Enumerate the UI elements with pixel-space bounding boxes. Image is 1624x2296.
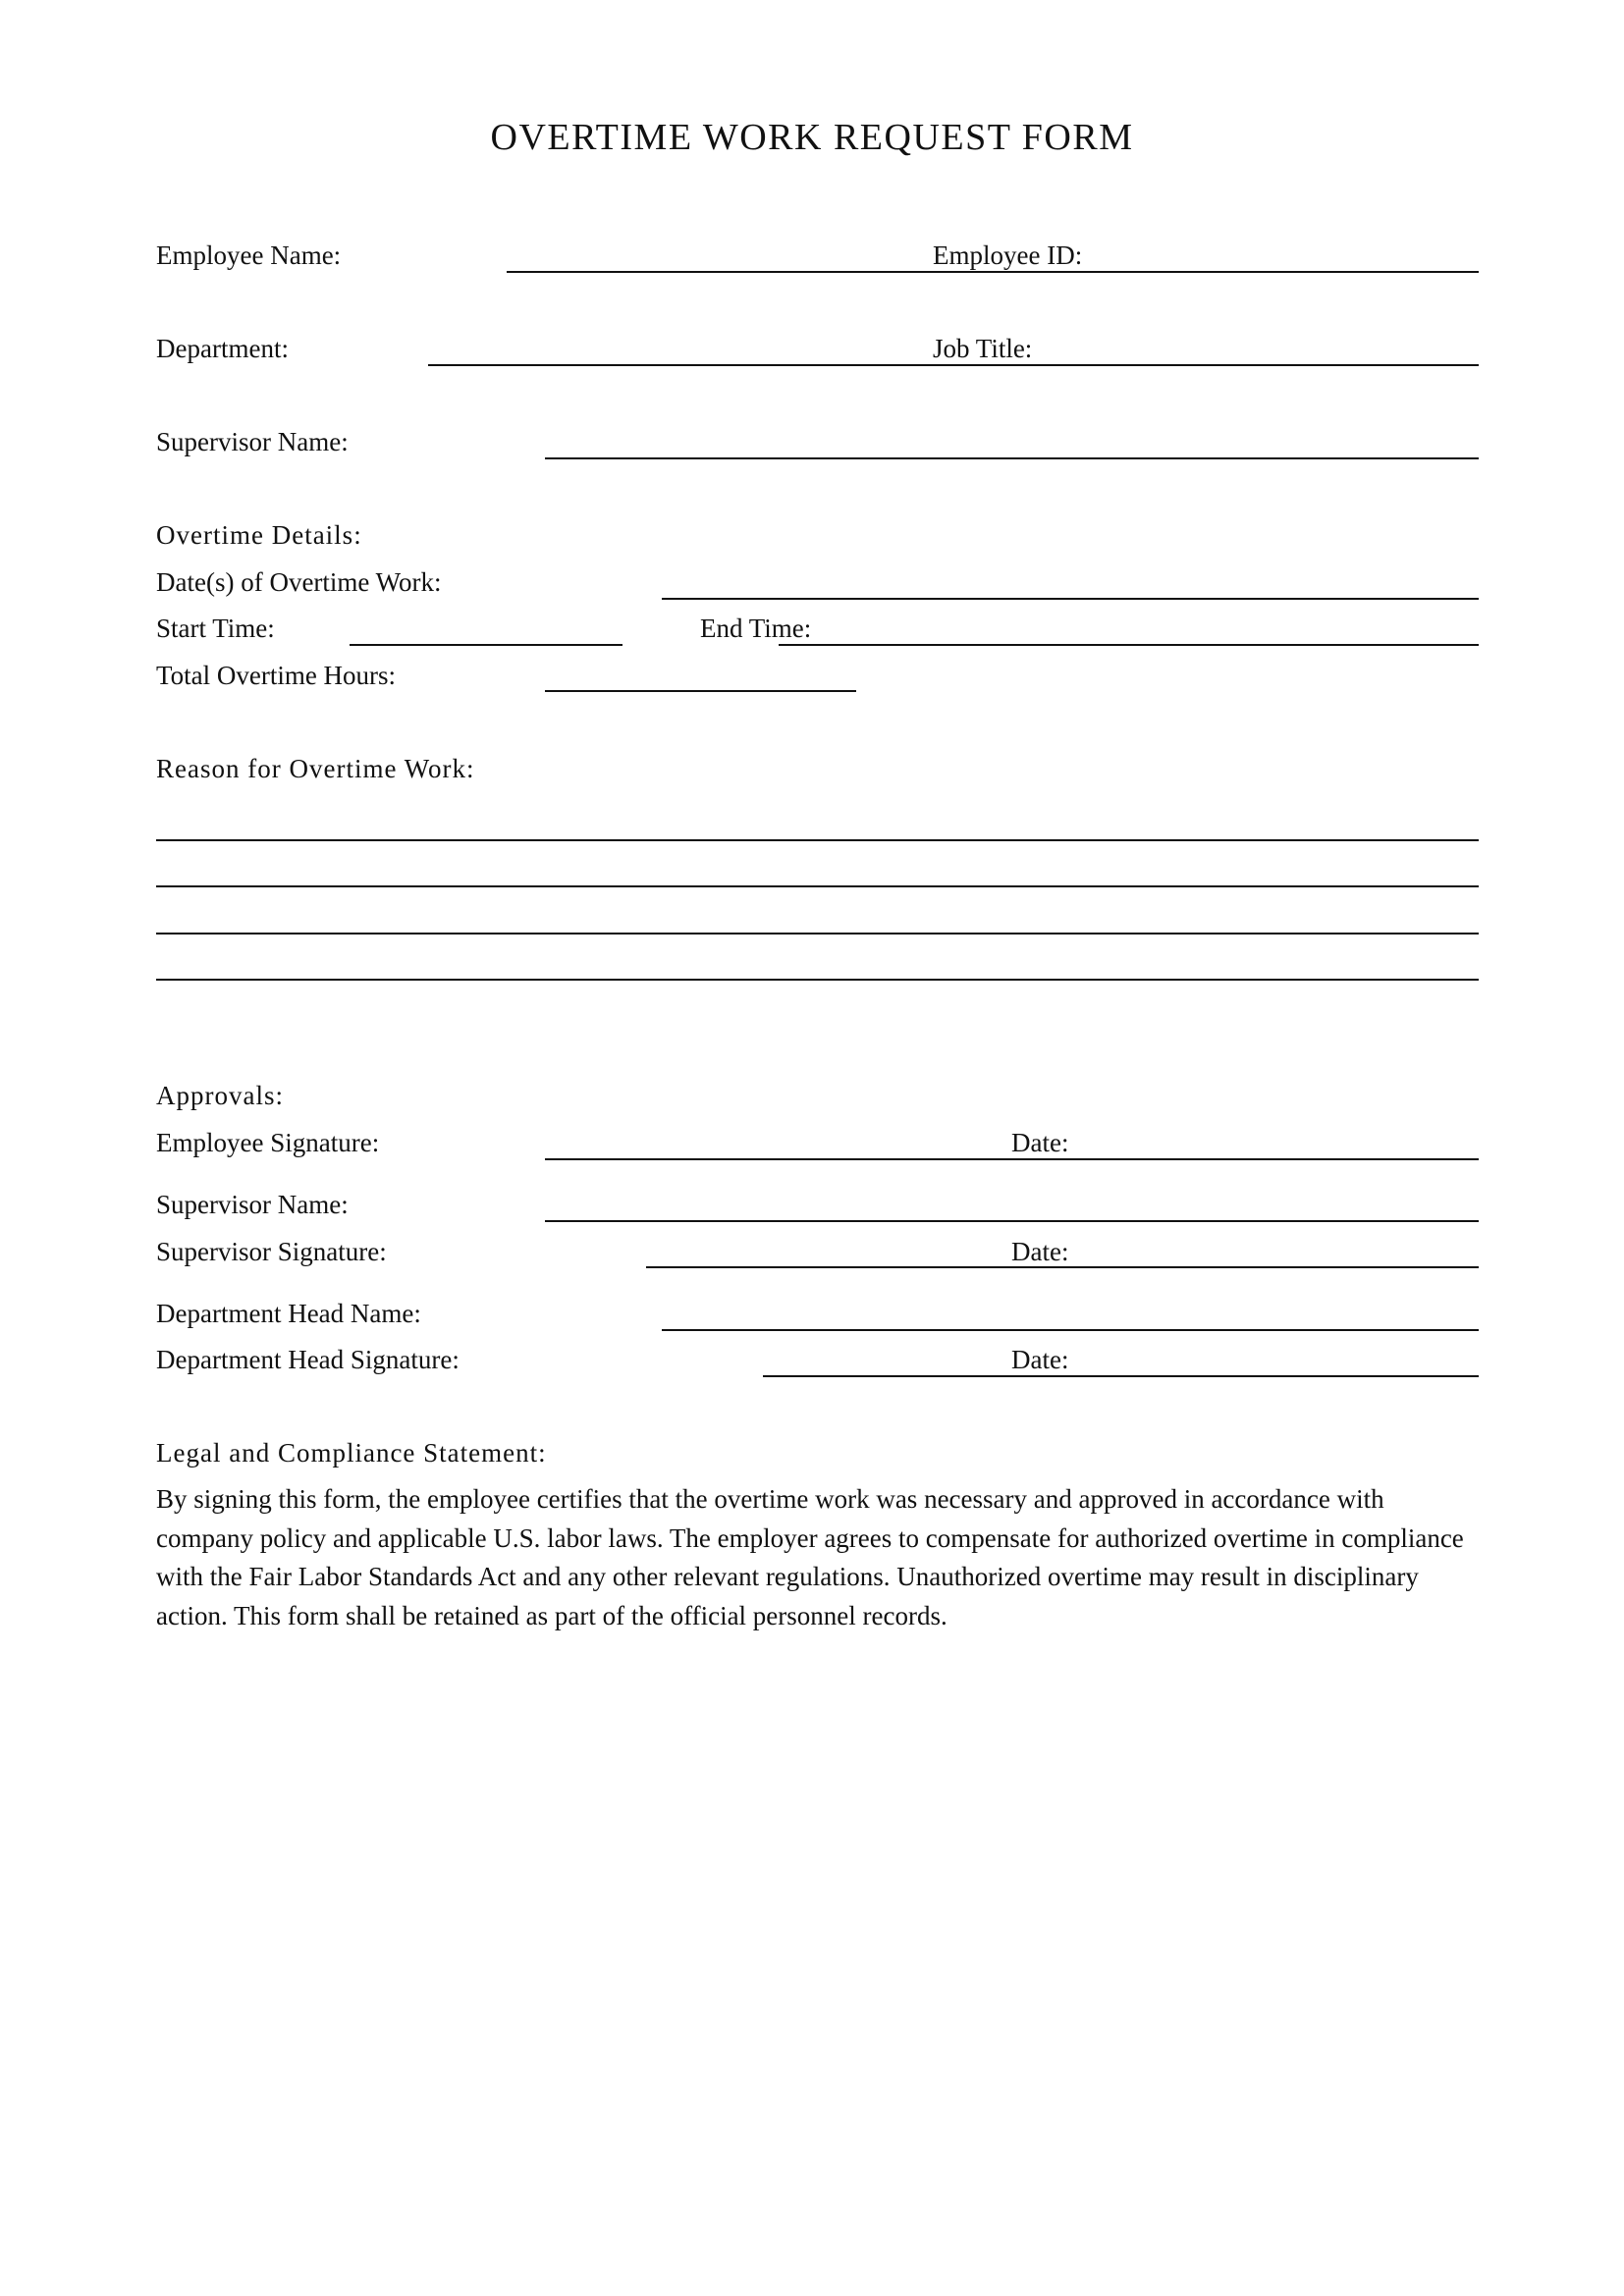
dept-head-name-field[interactable] bbox=[662, 1329, 1479, 1331]
reason-line[interactable] bbox=[156, 979, 1479, 981]
form-title: OVERTIME WORK REQUEST FORM bbox=[490, 117, 1134, 158]
end-time-label: End Time: bbox=[700, 614, 812, 643]
employee-signature-label: Employee Signature: bbox=[156, 1128, 380, 1157]
reason-line[interactable] bbox=[156, 885, 1479, 887]
dept-head-name-label: Department Head Name: bbox=[156, 1299, 421, 1328]
dept-head-signature-label: Department Head Signature: bbox=[156, 1345, 460, 1374]
employee-name-label: Employee Name: bbox=[156, 240, 342, 270]
employee-signature-date-label: Date: bbox=[1011, 1128, 1069, 1157]
reason-line[interactable] bbox=[156, 933, 1479, 934]
start-time-label: Start Time: bbox=[156, 614, 275, 643]
overtime-dates-field[interactable] bbox=[662, 598, 1479, 600]
legal-heading: Legal and Compliance Statement: bbox=[156, 1438, 547, 1468]
dept-head-signature-field[interactable] bbox=[763, 1375, 1479, 1377]
end-time-field[interactable] bbox=[779, 644, 1479, 646]
supervisor-name-label: Supervisor Name: bbox=[156, 427, 349, 456]
start-time-field[interactable] bbox=[350, 644, 623, 646]
supervisor-signature-date-label: Date: bbox=[1011, 1237, 1069, 1266]
reason-line[interactable] bbox=[156, 839, 1479, 841]
employee-signature-field[interactable] bbox=[545, 1158, 1479, 1160]
approvals-heading: Approvals: bbox=[156, 1081, 284, 1110]
supervisor-name-field[interactable] bbox=[545, 457, 1479, 459]
job-title-label: Job Title: bbox=[933, 334, 1033, 363]
employee-name-field[interactable] bbox=[507, 271, 1479, 273]
employee-id-label: Employee ID: bbox=[933, 240, 1083, 270]
dept-head-signature-date-label: Date: bbox=[1011, 1345, 1069, 1374]
total-hours-field[interactable] bbox=[545, 690, 856, 692]
supervisor-signature-label: Supervisor Signature: bbox=[156, 1237, 387, 1266]
total-hours-label: Total Overtime Hours: bbox=[156, 661, 397, 690]
department-label: Department: bbox=[156, 334, 289, 363]
department-field[interactable] bbox=[428, 364, 1479, 366]
approval-supervisor-name-field[interactable] bbox=[545, 1220, 1479, 1222]
reason-heading: Reason for Overtime Work: bbox=[156, 754, 475, 783]
legal-statement: By signing this form, the employee certifies that the overtime work was necessary and approved in accordance with company policy and applicable U.S. labor laws. The employer agrees to compensate for authorized overtime in compliance with the Fair Labor Standards Act and any other relevant regulations. Unauthorized overtime may result in disciplinary action. This form shall be retained as part of the official personnel records. bbox=[156, 1484, 1464, 1630]
overtime-dates-label: Date(s) of Overtime Work: bbox=[156, 567, 442, 597]
overtime-details-heading: Overtime Details: bbox=[156, 520, 362, 550]
approval-supervisor-name-label: Supervisor Name: bbox=[156, 1190, 349, 1219]
